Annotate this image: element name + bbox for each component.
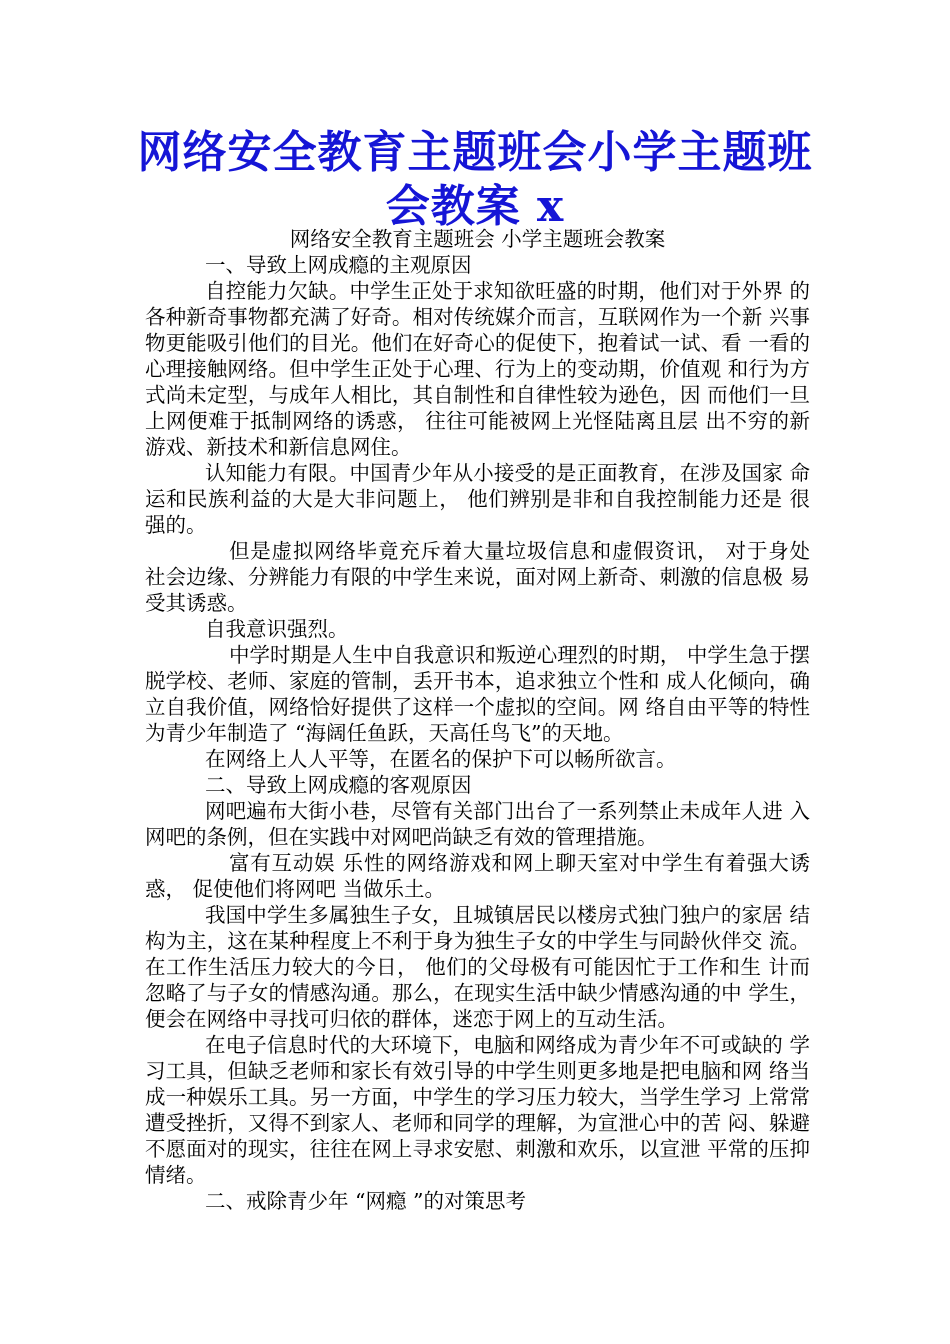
document-subtitle: 网络安全教育主题班会 小学主题班会教案 bbox=[289, 227, 666, 251]
document-body bbox=[145, 226, 810, 1214]
body-paragraph: 中学时期是人生中自我意识和叛逆心理烈的时期， 中学生急于摆脱学校、老师、家庭的管制，丢开书本，追求独立个性和 成人化倾向，确立自我价值，网络恰好提供了这样一个虚拟的空间。网 络自由平等的特性为青少年制造了 “海阔任鱼跃，天高任鸟飞”的天地。 bbox=[145, 643, 810, 745]
section-heading: 一、导致上网成瘾的主观原因 bbox=[205, 253, 472, 277]
section-heading: 二、导致上网成瘾的客观原因 bbox=[205, 773, 472, 797]
body-paragraph: 认知能力有限。中国青少年从小接受的是正面教育，在涉及国家 命运和民族利益的大是大非问题上， 他们辨别是非和自我控制能力还是 很强的。 bbox=[145, 461, 810, 537]
body-paragraph: 自我意识强烈。 bbox=[205, 617, 349, 641]
body-paragraph: 在电子信息时代的大环境下，电脑和网络成为青少年不可或缺的 学习工具，但缺乏老师和家长有效引导的中学生则更多地是把电脑和网 络当成一种娱乐工具。另一方面，中学生的学习压力较大，当学生学习 上常常遭受挫折，又得不到家人、老师和同学的理解，为宣泄心中的苦 闷、躲避不愿面对的现实，往往在网上寻求安慰、刺激和欢乐，以宣泄 平常的压抑情绪。 bbox=[145, 1033, 810, 1187]
body-paragraph: 富有互动娱 乐性的网络游戏和网上聊天室对中学生有着强大诱惑， 促使他们将网吧 当做乐土。 bbox=[145, 851, 810, 901]
document-title: 网络安全教育主题班会小学主题班会教案 x bbox=[137, 127, 813, 232]
body-paragraph: 在网络上人人平等，在匿名的保护下可以畅所欲言。 bbox=[205, 747, 677, 771]
section-heading: 二、戒除青少年 “网瘾 ”的对策思考 bbox=[205, 1189, 526, 1213]
body-paragraph: 我国中学生多属独生子女，且城镇居民以楼房式独门独户的家居 结构为主，这在某种程度上不利于身为独生子女的中学生与同龄伙伴交 流。在工作生活压力较大的今日， 他们的父母极有可能因忙于工作和生 计而忽略了与子女的情感沟通。那么，在现实生活中缺少情感沟通的中 学生，便会在网络中寻找可归依的群体，迷恋于网上的互动生活。 bbox=[145, 903, 810, 1031]
body-paragraph: 自控能力欠缺。中学生正处于求知欲旺盛的时期，他们对于外界 的各种新奇事物都充满了好奇。相对传统媒介而言，互联网作为一个新 兴事物更能吸引他们的目光。他们在好奇心的促使下，抱着试一试、看 一看的心理接触网络。但中学生正处于心理、行为上的变动期，价值观 和行为方式尚未定型，与成年人相比，其自制性和自律性较为逊色，因 而他们一旦上网便难于抵制网络的诱惑， 往往可能被网上光怪陆离且层 出不穷的新游戏、新技术和新信息网住。 bbox=[145, 279, 810, 459]
body-paragraph: 网吧遍布大街小巷，尽管有关部门出台了一系列禁止未成年人进 入网吧的条例，但在实践中对网吧尚缺乏有效的管理措施。 bbox=[145, 799, 810, 849]
body-paragraph: 但是虚拟网络毕竟充斥着大量垃圾信息和虚假资讯， 对于身处 社会边缘、分辨能力有限的中学生来说，面对网上新奇、刺激的信息极 易受其诱惑。 bbox=[145, 539, 810, 615]
